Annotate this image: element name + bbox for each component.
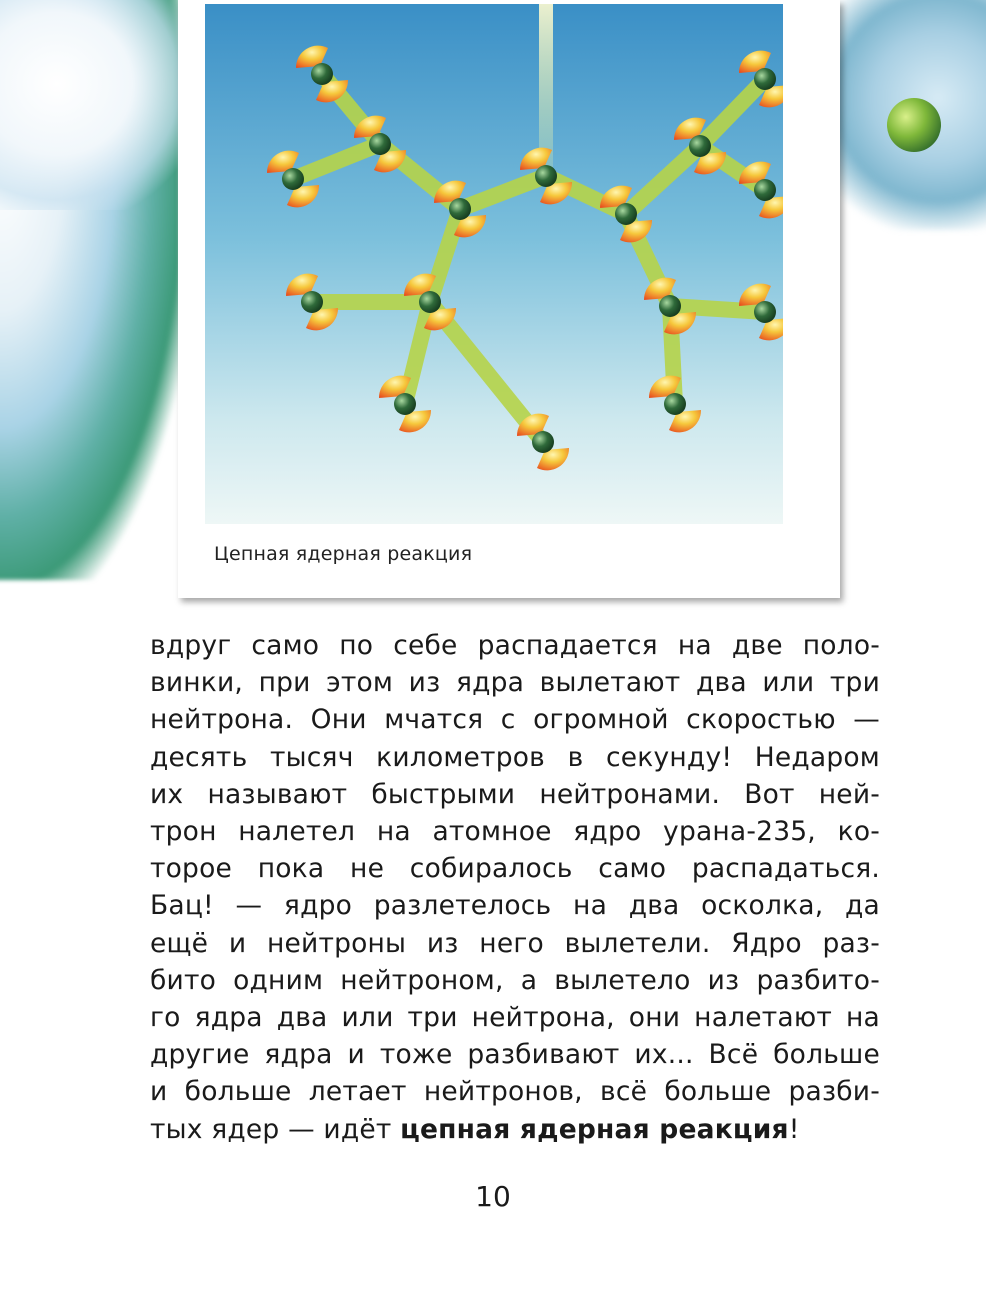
text-line: вдруг само по себе распадается на две поло- — [150, 630, 880, 661]
figure-caption: Цепная ядерная реакция — [214, 543, 473, 565]
text-line: ещё и нейтроны из него вылетели. Ядро раз- — [150, 927, 880, 959]
page-number: 10 — [475, 1180, 511, 1213]
text-line: Бац! — ядро разлетелось на два осколка, да — [150, 890, 880, 922]
neutron-path — [670, 306, 765, 312]
background-cloud-art — [0, 0, 190, 210]
body-text — [150, 627, 880, 1148]
key-term: цепная ядерная реакция — [400, 1113, 789, 1145]
text-line: десять тысяч километров в секунду! Недаром — [150, 741, 880, 773]
text-line: трон налетел на атомное ядро урана-235, ко- — [150, 816, 880, 848]
figure-card — [178, 0, 840, 598]
chain-reaction-illustration — [205, 4, 783, 524]
last-line-prefix: тых ядер — идёт — [150, 1113, 401, 1145]
text-line: их называют быстрыми нейтронами. Вот ней- — [150, 778, 880, 810]
text-line: винки, при этом из ядра вылетают два или три — [150, 667, 880, 699]
text-line-last — [150, 1111, 880, 1148]
text-line: бито одним нейтроном, а вылетело из разбито- — [150, 964, 880, 996]
text-line: нейтрона. Они мчатся с огромной скоростью — — [150, 704, 880, 736]
text-line: другие ядра и тоже разбивают их... Всё больше — [150, 1039, 880, 1071]
text-line: го ядра два или три нейтрона, они налетают на — [150, 1002, 880, 1034]
background-sphere-art — [887, 98, 941, 152]
text-line: торое пока не собиралось само распадаться. — [150, 853, 880, 885]
text-line: и больше летает нейтронов, всё больше разби- — [150, 1076, 880, 1108]
last-line-suffix: ! — [788, 1113, 800, 1145]
